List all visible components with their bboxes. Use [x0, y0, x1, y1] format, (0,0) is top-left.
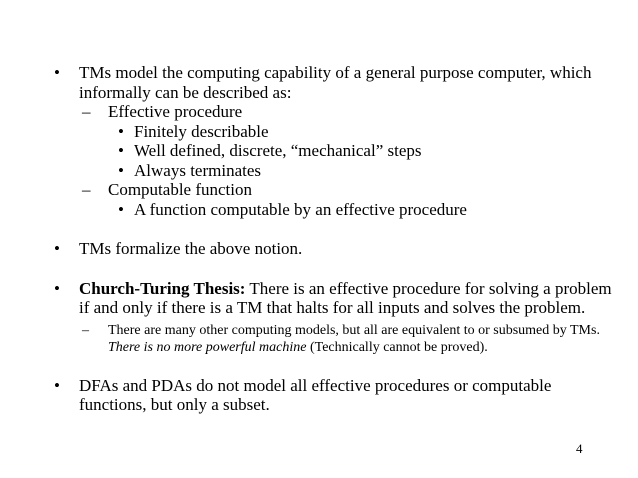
sub-bullet-text: Computable function [108, 180, 253, 199]
bullet-marker: • [54, 239, 60, 258]
subsub-bullet-finitely-describable [52, 122, 612, 142]
bullet-marker: • [118, 141, 124, 160]
church-turing-text: There is an effective procedure for solving a problem if and only if there is a TM that halts for all inputs and solves the problem. [79, 278, 612, 317]
subsub-bullet-text: Finitely describable [134, 121, 269, 141]
bullet-tm-model [52, 63, 612, 102]
dash-marker: – [82, 180, 91, 199]
bullet-marker: • [54, 278, 60, 298]
bullet-church-turing [52, 279, 612, 318]
sub-bullet-text: Effective procedure [108, 102, 243, 121]
bullet-marker: • [54, 63, 60, 82]
slide-content [52, 63, 612, 415]
bullet-dfas-pdas [52, 376, 612, 415]
dash-marker: – [82, 322, 89, 338]
spacer [52, 356, 612, 376]
subsub-bullet-text: Always terminates [134, 160, 261, 180]
sub-bullet-other-models [52, 322, 612, 356]
bullet-tms-formalize [52, 239, 612, 259]
page-number: 4 [576, 441, 583, 456]
cannot-be-proved-text: (Technically cannot be proved). [306, 339, 488, 355]
bullet-marker: • [54, 375, 60, 395]
other-models-text: There are many other computing models, but all are equivalent to or subsumed by TMs. [108, 322, 600, 338]
no-more-powerful-text: There is no more powerful machine [108, 339, 307, 355]
subsub-bullet-always-terminates [52, 161, 612, 181]
bullet-text: TMs formalize the above notion. [79, 239, 303, 258]
sub-bullet-computable-function [52, 180, 612, 200]
bullet-marker: • [118, 199, 124, 219]
bullet-marker: • [118, 121, 124, 141]
church-turing-label: Church-Turing Thesis: [79, 278, 246, 298]
bullet-marker: • [118, 160, 124, 180]
spacer [52, 259, 612, 279]
dash-marker: – [82, 102, 91, 121]
bullet-text: TMs model the computing capability of a general purpose computer, which informally can be described as: [79, 63, 592, 102]
bullet-text: DFAs and PDAs do not model all effective procedures or computable functions, but only a subset. [79, 375, 552, 414]
subsub-bullet-well-defined [52, 141, 612, 161]
spacer [52, 219, 612, 239]
subsub-bullet-text: A function computable by an effective procedure [134, 199, 467, 219]
sub-bullet-effective-procedure [52, 102, 612, 122]
subsub-bullet-function-computable [52, 200, 612, 220]
subsub-bullet-text: Well defined, discrete, “mechanical” steps [134, 141, 422, 160]
